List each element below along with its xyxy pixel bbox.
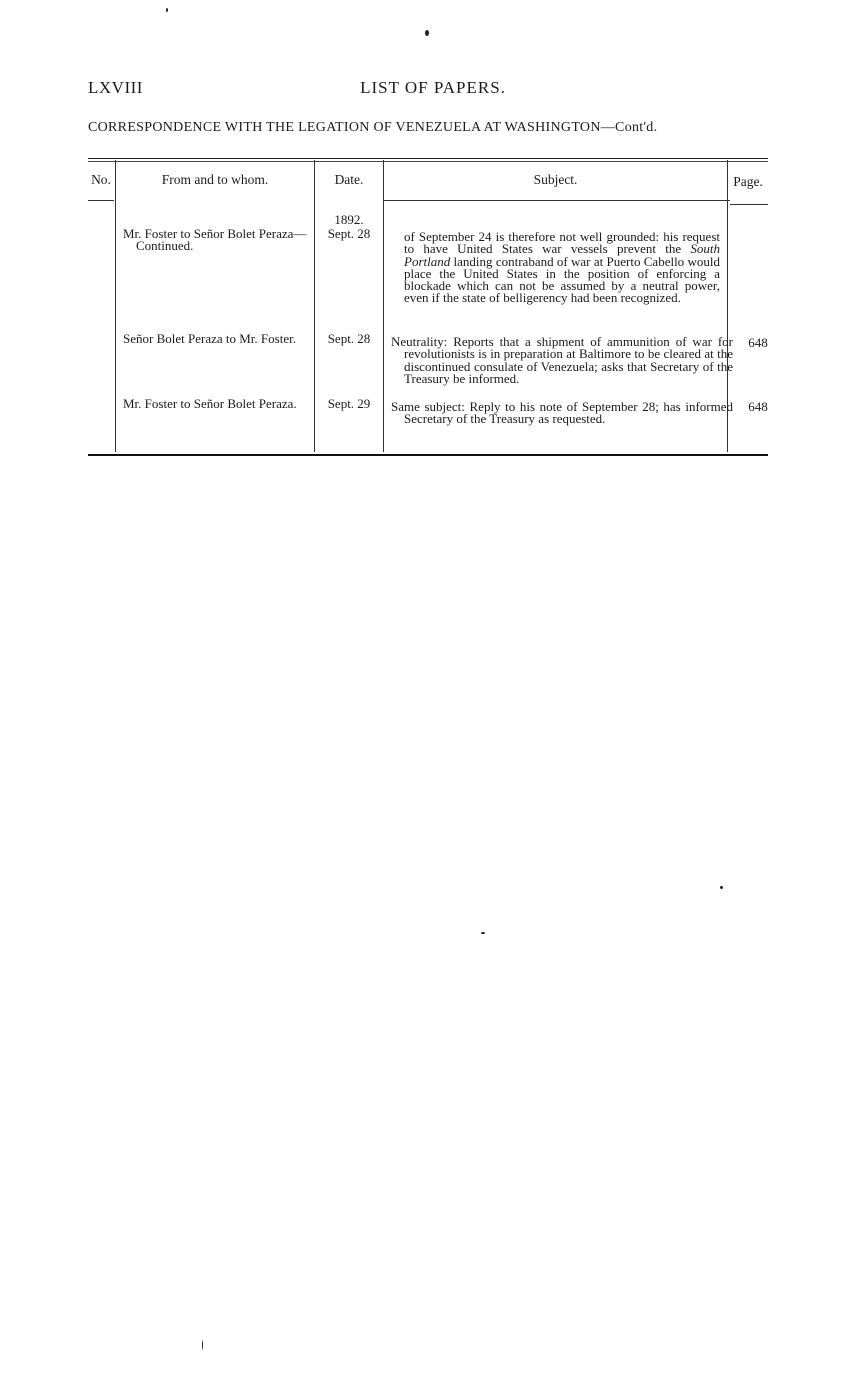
table-bottom-rule (88, 454, 768, 456)
row-1-subject-part: landing contraband of war at Puerto Cabello would place the United States in the position of enforcing a blockade which can not be assumed by a neutral power, even if the state of belligerency had been recognized. (404, 253, 720, 306)
scan-speck (202, 1340, 203, 1350)
header-underline (384, 200, 730, 201)
page-number: LXVIII (88, 78, 143, 97)
column-separator (115, 160, 116, 452)
scan-speck (481, 932, 485, 934)
column-header-page: Page. (733, 174, 763, 189)
page-title: LIST OF PAPERS. (360, 78, 506, 97)
column-header-subject: Subject. (533, 172, 578, 187)
column-header-from-to: From and to whom. (161, 172, 269, 187)
row-3-date: Sept. 29 (327, 396, 371, 411)
row-1-subject-vessel-name: South Portland (404, 241, 720, 269)
row-1-from-to: Mr. Foster to Señor Bolet Peraza—Continued. (123, 226, 307, 254)
header-underline (730, 204, 768, 205)
row-2-from-to: Señor Bolet Peraza to Mr. Foster. (123, 331, 296, 346)
row-3-subject: Same subject: Reply to his note of September 28; has informed Secretary of the Treasury as requested. (391, 399, 733, 427)
table-year: 1892. (334, 212, 364, 227)
scan-speck (720, 886, 723, 889)
row-3-page: 648 (748, 399, 768, 414)
scan-speck (166, 8, 168, 12)
column-separator (383, 160, 384, 452)
row-1-subject (404, 231, 720, 305)
section-heading: CORRESPONDENCE WITH THE LEGATION OF VENEZUELA AT WASHINGTON—Cont'd. (88, 120, 658, 135)
row-2-subject: Neutrality: Reports that a shipment of ammunition of war for revolutionists is in preparation at Baltimore to be cleared at the discontinued consulate of Venezuela; asks that Secretary of the Treasury be informed. (391, 334, 733, 386)
table-top-rule-inner (88, 161, 768, 162)
header-underline (88, 200, 114, 201)
row-2-date: Sept. 28 (327, 331, 371, 346)
row-2-page: 648 (748, 335, 768, 350)
row-1-date: Sept. 28 (327, 226, 371, 241)
column-header-date: Date. (334, 172, 364, 187)
row-3-from-to: Mr. Foster to Señor Bolet Peraza. (123, 396, 297, 411)
column-header-no: No. (91, 172, 111, 187)
table-top-rule (88, 158, 768, 159)
row-1-subject-part: of September 24 is therefore not well grounded: his request to have United States war vessels prevent the (404, 229, 720, 257)
scan-speck (425, 30, 429, 36)
papers-table (88, 158, 768, 460)
